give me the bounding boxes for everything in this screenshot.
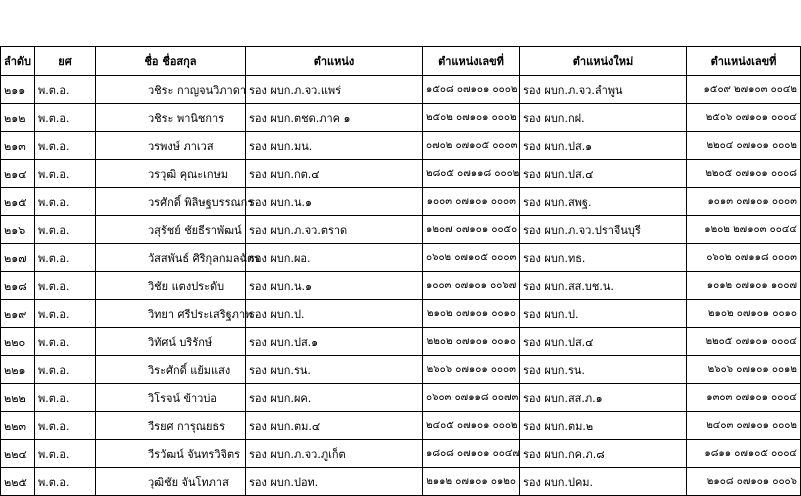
cell-position-no: ๑๕๐๘ ๐๗๑๐๑ ๐๐๐๒ (423, 76, 520, 104)
cell-name: วชิระ กาญจนวิภาดา (96, 76, 246, 104)
cell-position-no: ๒๑๐๒ ๐๗๑๐๑ ๐๐๑๐ (423, 300, 520, 328)
table-row (1, 216, 801, 244)
cell-seq: ๒๑๓ (1, 132, 35, 160)
cell-seq: ๒๑๑ (1, 76, 35, 104)
cell-new-position-no: ๒๒๐๕ ๐๗๑๐๑ ๐๐๐๘ (687, 160, 801, 188)
cell-rank: พ.ต.อ. (35, 356, 96, 384)
cell-seq: ๒๑๗ (1, 244, 35, 272)
cell-name: วิทยา ศรีประเสริฐภาพ (96, 300, 246, 328)
cell-new-position-no: ๒๑๐๒ ๐๗๑๐๑ ๐๐๑๐ (687, 300, 801, 328)
cell-name: วสุรัชย์ ชัยธีราพัฒน์ (96, 216, 246, 244)
cell-new-position: รอง ผบก.ภ.จว.ปราจีนบุรี (520, 216, 687, 244)
cell-name: วิโรจน์ ข้าวบ่อ (96, 384, 246, 412)
cell-position: รอง ผบก.มน. (246, 132, 423, 160)
cell-new-position-no: ๑๓๐๓ ๐๗๑๐๑ ๐๐๐๔ (687, 384, 801, 412)
table-row (1, 300, 801, 328)
cell-new-position: รอง ผบก.กค.ภ.๘ (520, 440, 687, 468)
cell-new-position: รอง ผบก.สส.ภ.๑ (520, 384, 687, 412)
cell-seq: ๒๒๕ (1, 468, 35, 496)
cell-position-no: ๒๑๑๒ ๐๗๑๐๑ ๐๑๒๐ (423, 468, 520, 496)
cell-name: วุฒิชัย จันโทภาส (96, 468, 246, 496)
cell-new-position-no: ๐๖๐๒ ๐๗๑๑๘ ๐๐๐๓ (687, 244, 801, 272)
cell-position: รอง ผบก.ตม.๔ (246, 412, 423, 440)
cell-new-position: รอง ผบก.ปคม. (520, 468, 687, 496)
cell-position: รอง ผบก.ปส.๑ (246, 328, 423, 356)
cell-name: วีรยศ การุณยธร (96, 412, 246, 440)
cell-rank: พ.ต.อ. (35, 412, 96, 440)
cell-new-position-no: ๒๒๐๔ ๐๗๑๐๑ ๐๐๐๒ (687, 132, 801, 160)
cell-position-no: ๒๔๐๕ ๐๗๑๐๑ ๐๐๐๒ (423, 412, 520, 440)
cell-rank: พ.ต.อ. (35, 104, 96, 132)
cell-position: รอง ผบก.กต.๔ (246, 160, 423, 188)
cell-seq: ๒๑๒ (1, 104, 35, 132)
cell-new-position: รอง ผบก.ทธ. (520, 244, 687, 272)
cell-new-position-no: ๑๘๑๑ ๐๗๑๐๕ ๐๐๐๔ (687, 440, 801, 468)
cell-rank: พ.ต.อ. (35, 468, 96, 496)
cell-name: วีรวัฒน์ จันทรวิจิตร (96, 440, 246, 468)
cell-new-position-no: ๒๑๐๘ ๐๗๑๐๑ ๐๐๐๖ (687, 468, 801, 496)
cell-rank: พ.ต.อ. (35, 244, 96, 272)
cell-position-no: ๒๘๐๕ ๐๗๑๑๘ ๐๐๐๒ (423, 160, 520, 188)
cell-name: วิระศักดิ์ แย้มแสง (96, 356, 246, 384)
cell-new-position: รอง ผบก.ตม.๒ (520, 412, 687, 440)
cell-position: รอง ผบก.ภ.จว.แพร่ (246, 76, 423, 104)
cell-rank: พ.ต.อ. (35, 328, 96, 356)
cell-new-position-no: ๒๒๐๕ ๐๗๑๐๑ ๐๐๐๔ (687, 328, 801, 356)
cell-name: วิชัย แตงประดับ (96, 272, 246, 300)
cell-seq: ๒๒๐ (1, 328, 35, 356)
header-position-no: ตำแหน่งเลขที่ (423, 47, 520, 76)
cell-new-position: รอง ผบก.ป. (520, 300, 687, 328)
cell-name: วรศักดิ์ พิลิษฐบรรณกร (96, 188, 246, 216)
header-seq: ลำดับ (1, 47, 35, 76)
table-row (1, 76, 801, 104)
cell-seq: ๒๑๔ (1, 160, 35, 188)
cell-position-no: ๑๐๐๓ ๐๗๑๐๑ ๐๐๖๗ (423, 272, 520, 300)
header-rank: ยศ (35, 47, 96, 76)
cell-position: รอง ผบก.ผอ. (246, 244, 423, 272)
cell-name: วรวุฒิ คุณะเกษม (96, 160, 246, 188)
header-row (1, 47, 801, 76)
cell-position-no: ๑๘๐๘ ๐๗๑๐๑ ๐๐๔๗ (423, 440, 520, 468)
cell-position-no: ๐๖๐๒ ๐๗๑๐๕ ๐๐๐๓ (423, 244, 520, 272)
cell-position: รอง ผบก.น.๑ (246, 272, 423, 300)
table-row (1, 384, 801, 412)
table-row (1, 356, 801, 384)
table-row (1, 188, 801, 216)
cell-position: รอง ผบก.ภ.จว.ภูเก็ต (246, 440, 423, 468)
cell-position: รอง ผบก.รน. (246, 356, 423, 384)
cell-new-position: รอง ผบก.สพฐ. (520, 188, 687, 216)
table-row (1, 272, 801, 300)
cell-name: วชิระ พานิชการ (96, 104, 246, 132)
table-row (1, 412, 801, 440)
cell-new-position-no: ๑๕๐๙ ๒๗๑๐๓ ๐๐๔๒ (687, 76, 801, 104)
cell-seq: ๒๑๕ (1, 188, 35, 216)
cell-position: รอง ผบก.ปอท. (246, 468, 423, 496)
cell-new-position-no: ๒๕๐๖ ๐๗๑๐๑ ๐๐๐๔ (687, 104, 801, 132)
cell-new-position-no: ๒๖๐๖ ๐๗๑๐๑ ๐๐๑๒ (687, 356, 801, 384)
cell-new-position: รอง ผบก.ปส.๔ (520, 160, 687, 188)
cell-name: วิทัศน์ บริรักษ์ (96, 328, 246, 356)
cell-seq: ๒๑๖ (1, 216, 35, 244)
cell-new-position-no: ๑๐๑๓ ๐๗๑๐๑ ๐๐๐๓ (687, 188, 801, 216)
cell-position-no: ๐๗๐๒ ๐๗๑๐๕ ๐๐๐๓ (423, 132, 520, 160)
cell-position-no: ๑๒๐๗ ๐๗๑๐๑ ๐๐๕๐ (423, 216, 520, 244)
cell-position-no: ๒๖๐๖ ๐๗๑๐๑ ๐๐๐๓ (423, 356, 520, 384)
cell-position-no: ๒๕๐๒ ๐๗๑๐๑ ๐๐๐๒ (423, 104, 520, 132)
cell-rank: พ.ต.อ. (35, 188, 96, 216)
cell-rank: พ.ต.อ. (35, 440, 96, 468)
cell-rank: พ.ต.อ. (35, 384, 96, 412)
table-row (1, 468, 801, 496)
table-row (1, 440, 801, 468)
cell-position: รอง ผบก.ป. (246, 300, 423, 328)
cell-rank: พ.ต.อ. (35, 76, 96, 104)
cell-new-position: รอง ผบก.ปส.๑ (520, 132, 687, 160)
cell-seq: ๒๒๒ (1, 384, 35, 412)
cell-new-position-no: ๒๔๐๓ ๐๗๑๐๑ ๐๐๐๒ (687, 412, 801, 440)
cell-new-position: รอง ผบก.สส.บช.น. (520, 272, 687, 300)
cell-rank: พ.ต.อ. (35, 132, 96, 160)
cell-new-position: รอง ผบก.ภ.จว.ลำพูน (520, 76, 687, 104)
table-row (1, 244, 801, 272)
table-row (1, 328, 801, 356)
cell-new-position: รอง ผบก.รน. (520, 356, 687, 384)
cell-seq: ๒๒๓ (1, 412, 35, 440)
cell-rank: พ.ต.อ. (35, 160, 96, 188)
header-name: ชื่อ ชื่อสกุล (96, 47, 246, 76)
header-position: ตำแหน่ง (246, 47, 423, 76)
cell-new-position: รอง ผบก.กฝ. (520, 104, 687, 132)
cell-new-position-no: ๑๐๑๒ ๐๗๑๐๑ ๑๐๐๗ (687, 272, 801, 300)
cell-new-position: รอง ผบก.ปส.๔ (520, 328, 687, 356)
cell-position: รอง ผบก.ผค. (246, 384, 423, 412)
cell-name: วัสสพันธ์ ศิริกุลกมลฉัตร (96, 244, 246, 272)
cell-seq: ๒๒๑ (1, 356, 35, 384)
table-body (1, 76, 801, 496)
cell-position-no: ๒๒๐๒ ๐๗๑๐๑ ๐๐๑๐ (423, 328, 520, 356)
cell-seq: ๒๑๘ (1, 272, 35, 300)
cell-rank: พ.ต.อ. (35, 216, 96, 244)
cell-position-no: ๑๐๐๓ ๐๗๑๐๑ ๐๐๐๓ (423, 188, 520, 216)
cell-position: รอง ผบก.น.๑ (246, 188, 423, 216)
cell-seq: ๒๑๙ (1, 300, 35, 328)
cell-seq: ๒๒๔ (1, 440, 35, 468)
table-row (1, 132, 801, 160)
header-new-position-no: ตำแหน่งเลขที่ (687, 47, 801, 76)
table-header (1, 47, 801, 76)
cell-rank: พ.ต.อ. (35, 300, 96, 328)
cell-position: รอง ผบก.ภ.จว.ตราด (246, 216, 423, 244)
cell-new-position-no: ๑๒๐๒ ๒๗๑๐๓ ๐๐๔๔ (687, 216, 801, 244)
cell-position-no: ๐๖๐๓ ๐๗๑๑๘ ๐๐๗๓ (423, 384, 520, 412)
cell-position: รอง ผบก.ตชด.ภาค ๑ (246, 104, 423, 132)
cell-rank: พ.ต.อ. (35, 272, 96, 300)
personnel-table (0, 46, 801, 496)
table-row (1, 160, 801, 188)
cell-name: วรพงษ์ ภาเวส (96, 132, 246, 160)
table-row (1, 104, 801, 132)
header-new-position: ตำแหน่งใหม่ (520, 47, 687, 76)
